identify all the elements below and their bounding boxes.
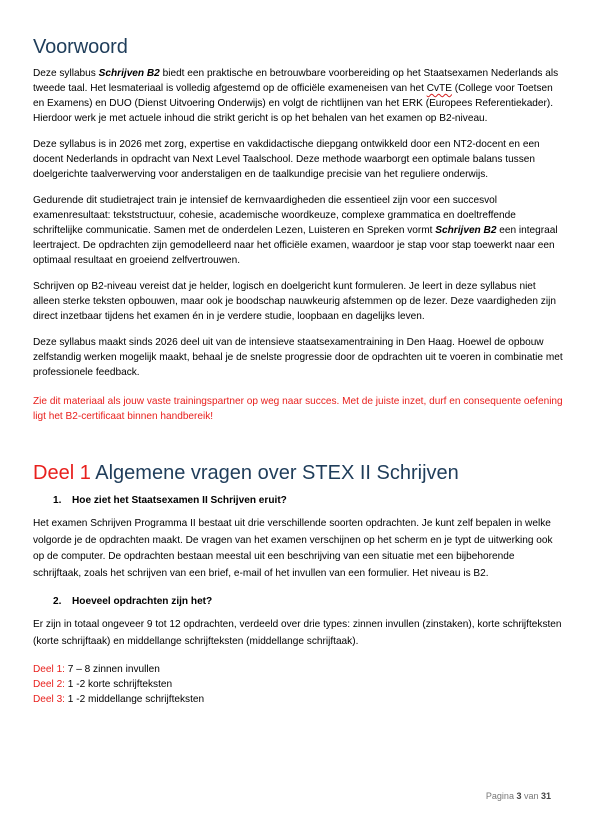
section-title-voorwoord: Voorwoord <box>33 36 128 58</box>
list-item: Deel 3: 1 -2 middellange schrijfteksten <box>33 694 205 705</box>
section-title-deel-1 <box>33 462 563 485</box>
answer-1: Het examen Schrijven Programma II bestaat uit drie verschillende soorten opdrachten. Je kunt zelf bepalen in welke volgorde je de opdrachten maakt. De vragen van het examen verschijnen op het scherm en je typt de uitwerking ook op de computer. De opdrachten bestaan meestal uit een beschrijving van een situatie met een bijbehorende schrijftaak, zoals het schrijven van een brief, e-mail of het invullen van een formulier. Het niveau is B2. <box>33 518 553 579</box>
list-item: Deel 1: 7 – 8 zinnen invullen <box>33 664 160 675</box>
syllabus-name-emphasis: Schrijven B2 <box>98 68 160 79</box>
voorwoord-paragraph-1: Deze syllabus Schrijven B2 biedt een praktische en betrouwbare voorbereiding op het Staatsexamen Nederlands als tweede taal. Het lesmateriaal is volledig afgestemd op de officiële exameneisen van het CvTE (College voor Toetsen en Examens) en DUO (Dienst Uitvoering Onderwijs) en volgt de richtlijnen van het ERK (Europees Referentiekader). Hierdoor werk je met actuele inhoud die strikt gericht is op het behalen van het examen op B2-niveau. <box>33 68 559 124</box>
syllabus-name-emphasis: Schrijven B2 <box>435 225 497 236</box>
voorwoord-paragraph-4: Schrijven op B2-niveau vereist dat je helder, logisch en doelgericht kunt formuleren. Je leert in deze syllabus niet alleen sterke teksten opbouwen, maar ook je boodschap nauwkeurig afstemmen op de lezer. Deze vaardigheden zijn direct inzetbaar tijdens het examen én in je verdere studie, loopbaan en dagelijks leven. <box>33 281 556 322</box>
deel-number: Deel 1 <box>33 462 91 484</box>
question-2: 2. Hoeveel opdrachten zijn het? <box>53 596 213 607</box>
voorwoord-paragraph-3: Gedurende dit studietraject train je intensief de kernvaardigheden die essentieel zijn voor een succesvol examenresultaat: tekststructuur, cohesie, academische woordkeuze, complexe grammatica en doeltreffende schriftelijke communicatie. Samen met de onderdelen Lezen, Luisteren en Spreken vormt Schrijven B2 een integraal leertraject. De opdrachten zijn gemodelleerd naar het officiële examen, waardoor je stap voor stap toewerkt naar een optimaal resultaat en groeiend zelfvertrouwen. <box>33 195 558 266</box>
exam-parts-list <box>33 662 563 707</box>
voorwoord-paragraph-2: Deze syllabus is in 2026 met zorg, expertise en vakdidactische diepgang ontwikkeld door een NT2-docent en een docent Nederlands in opdracht van Next Level Taalschool. Deze methode waarborgt een optimale balans tussen doelgerichte taalverwerving voor anderstaligen en de taalkundige precisie van het reguliere onderwijs. <box>33 139 540 180</box>
cvte-spellcheck-word: CvTE <box>426 83 452 94</box>
list-item: Deel 2: 1 -2 korte schrijfteksten <box>33 679 173 690</box>
answer-2: Er zijn in totaal ongeveer 9 tot 12 opdrachten, verdeeld over drie types: zinnen invullen (zinstaken), korte schrijfteksten (korte schrijftaak) en middellange schrijfteksten (middellange schrijftaak). <box>33 619 562 647</box>
deel-title: Algemene vragen over STEX II Schrijven <box>90 462 459 484</box>
question-1: 1. Hoe ziet het Staatsexamen II Schrijven eruit? <box>53 495 287 506</box>
voorwoord-motivation-red: Zie dit materiaal als jouw vaste trainingspartner op weg naar succes. Met de juiste inzet, durf en consequente oefening ligt het B2-certificaat binnen handbereik! <box>33 396 563 422</box>
voorwoord-paragraph-5: Deze syllabus maakt sinds 2026 deel uit van de intensieve staatsexamentraining in Den Haag. Hoewel de opbouw zelfstandig werken mogelijk maakt, behaal je de snelste progressie door de opdrachten uit te voeren in combinatie met professionele feedback. <box>33 337 563 378</box>
document-page <box>33 36 563 707</box>
page-number-footer: Pagina 3 van 31 <box>485 791 551 801</box>
